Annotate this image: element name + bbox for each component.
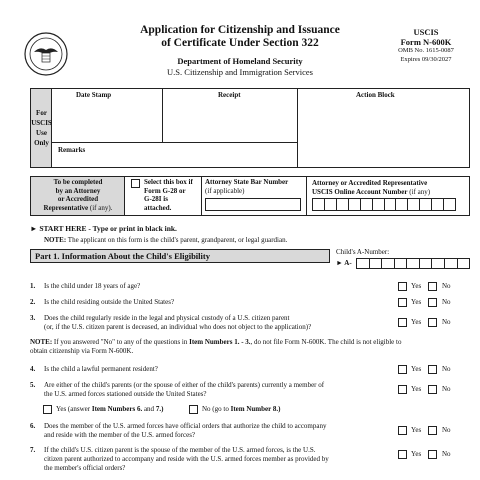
- question-line: Is the child residing outside the United States?: [44, 298, 175, 306]
- question-text: [44, 365, 384, 374]
- a-number-prefix: ► A-: [336, 259, 352, 267]
- question-line: citizen parent authorized to accompany and reside with the U.S. armed forces member as provided by: [44, 455, 329, 463]
- q5-no-label: No (go to Item Number 8.): [202, 405, 281, 413]
- digit-cell[interactable]: [370, 259, 383, 268]
- form-identifier: USCIS Form N-600K OMB No. 1615-0087 Expires 09/30/2027: [398, 27, 454, 63]
- no-label: No: [442, 365, 451, 373]
- question-number: 4.: [30, 365, 36, 373]
- yes-checkbox[interactable]: [398, 450, 407, 459]
- question-text: [44, 314, 384, 332]
- digit-cell[interactable]: [458, 259, 470, 268]
- attorney-completed-by: To be completed by an Attorney or Accredited Representative (if any).: [43, 178, 113, 212]
- question-line: the member's official orders?: [44, 464, 126, 472]
- digit-cell[interactable]: [373, 199, 385, 210]
- digit-cell[interactable]: [420, 199, 432, 210]
- digit-cell[interactable]: [408, 199, 420, 210]
- uscis-account-input[interactable]: [312, 198, 456, 211]
- eligibility-note: NOTE: If you answered "No" to any of the questions in Item Numbers 1. - 3., do not file Form N-600K. The child is not eligible to obtain citizenship via Form N-600K.: [30, 338, 402, 355]
- question-line: Does the member of the U.S. armed forces have official orders that authorize the child to accompany: [44, 422, 327, 430]
- digit-cell[interactable]: [445, 259, 458, 268]
- question-line: Does the child regularly reside in the legal and physical custody of a U.S. citizen parent: [44, 314, 290, 322]
- part1-header: Part 1. Information About the Child's Eligibility: [30, 249, 330, 263]
- date-stamp-label: Date Stamp: [76, 91, 112, 99]
- no-label: No: [442, 426, 451, 434]
- yes-checkbox[interactable]: [398, 385, 407, 394]
- yes-label: Yes: [411, 298, 422, 306]
- question-line: and reside with the member of the U.S. armed forces?: [44, 431, 196, 439]
- digit-cell[interactable]: [313, 199, 325, 210]
- dhs-seal-icon: [24, 32, 68, 76]
- no-checkbox[interactable]: [428, 365, 437, 374]
- question-line: Are either of the child's parents (or the spouse of either of the child's parents) currently a member of: [44, 381, 325, 389]
- no-checkbox[interactable]: [428, 282, 437, 291]
- form-title: Application for Citizenship and Issuance of Certificate Under Section 322: [140, 24, 340, 49]
- receipt-divider: [162, 89, 163, 142]
- start-here: ► START HERE - Type or print in black ink.: [30, 224, 177, 233]
- remarks-label: Remarks: [58, 146, 86, 154]
- digit-cell[interactable]: [361, 199, 373, 210]
- digit-cell[interactable]: [325, 199, 337, 210]
- digit-cell[interactable]: [396, 199, 408, 210]
- digit-cell[interactable]: [407, 259, 420, 268]
- question-number: 1.: [30, 282, 36, 290]
- question-number: 6.: [30, 422, 36, 430]
- question-line: the U.S. armed forces stationed outside the United States?: [44, 390, 207, 398]
- account-divider: [306, 177, 307, 215]
- question-text: [44, 282, 384, 291]
- bar-number-input[interactable]: [205, 198, 301, 211]
- action-block-label: Action Block: [356, 91, 395, 99]
- question-number: 5.: [30, 381, 36, 389]
- agency-name: U.S. Citizenship and Immigration Services: [167, 67, 313, 77]
- question-number: 2.: [30, 298, 36, 306]
- receipt-label: Receipt: [218, 91, 241, 99]
- no-checkbox[interactable]: [428, 426, 437, 435]
- digit-cell[interactable]: [432, 259, 445, 268]
- bar-number-label: Attorney State Bar Number (if applicable): [205, 178, 289, 195]
- yes-label: Yes: [411, 318, 422, 326]
- action-divider: [297, 89, 298, 167]
- applicant-note: NOTE: The applicant on this form is the child's parent, grandparent, or legal guardian.: [44, 236, 288, 244]
- yes-label: Yes: [411, 282, 422, 290]
- question-line: If the child's U.S. citizen parent is the spouse of the member of the U.S. armed forces, is the U.S.: [44, 446, 316, 454]
- question-number: 7.: [30, 446, 36, 454]
- yes-checkbox[interactable]: [398, 426, 407, 435]
- department-name: Department of Homeland Security: [177, 56, 303, 66]
- no-label: No: [442, 385, 451, 393]
- no-checkbox[interactable]: [428, 450, 437, 459]
- a-number-label: Child's A-Number:: [336, 248, 390, 256]
- digit-cell[interactable]: [444, 199, 455, 210]
- a-number-input[interactable]: [356, 258, 470, 269]
- question-line: Is the child a lawful permanent resident?: [44, 365, 158, 373]
- no-label: No: [442, 450, 451, 458]
- digit-cell[interactable]: [337, 199, 349, 210]
- no-checkbox[interactable]: [428, 298, 437, 307]
- digit-cell[interactable]: [432, 199, 444, 210]
- yes-checkbox[interactable]: [398, 282, 407, 291]
- yes-checkbox[interactable]: [398, 365, 407, 374]
- no-checkbox[interactable]: [428, 318, 437, 327]
- digit-cell[interactable]: [420, 259, 433, 268]
- question-line: (or, if the U.S. citizen parent is deceased, an individual who does not object to the application)?: [44, 323, 312, 331]
- yes-label: Yes: [411, 385, 422, 393]
- office-use-box: [30, 88, 470, 168]
- no-label: No: [442, 282, 451, 290]
- yes-label: Yes: [411, 450, 422, 458]
- uscis-account-label: Attorney or Accredited Representative USCIS Online Account Number (if any): [312, 179, 431, 196]
- bar-divider: [201, 177, 202, 215]
- q5-yes-label: Yes (answer Item Numbers 6. and 7.): [56, 405, 164, 413]
- yes-label: Yes: [411, 426, 422, 434]
- q5-yes-checkbox[interactable]: [43, 405, 52, 414]
- digit-cell[interactable]: [357, 259, 370, 268]
- question-line: Is the child under 18 years of age?: [44, 282, 141, 290]
- no-label: No: [442, 298, 451, 306]
- digit-cell[interactable]: [349, 199, 361, 210]
- question-text: [44, 422, 384, 440]
- yes-label: Yes: [411, 365, 422, 373]
- remarks-divider: [52, 142, 297, 143]
- no-label: No: [442, 318, 451, 326]
- no-checkbox[interactable]: [428, 385, 437, 394]
- office-use-label: For USCIS Use Only: [31, 109, 52, 147]
- digit-cell[interactable]: [385, 199, 397, 210]
- g28-checkbox[interactable]: [131, 179, 140, 188]
- question-text: [44, 446, 384, 473]
- question-text: [44, 298, 384, 307]
- question-text: [44, 381, 384, 399]
- question-number: 3.: [30, 314, 36, 322]
- yes-checkbox[interactable]: [398, 298, 407, 307]
- yes-checkbox[interactable]: [398, 318, 407, 327]
- q5-no-checkbox[interactable]: [189, 405, 198, 414]
- digit-cell[interactable]: [382, 259, 395, 268]
- g28-label: Select this box if Form G-28 or G-28I is attached.: [144, 178, 193, 212]
- digit-cell[interactable]: [395, 259, 408, 268]
